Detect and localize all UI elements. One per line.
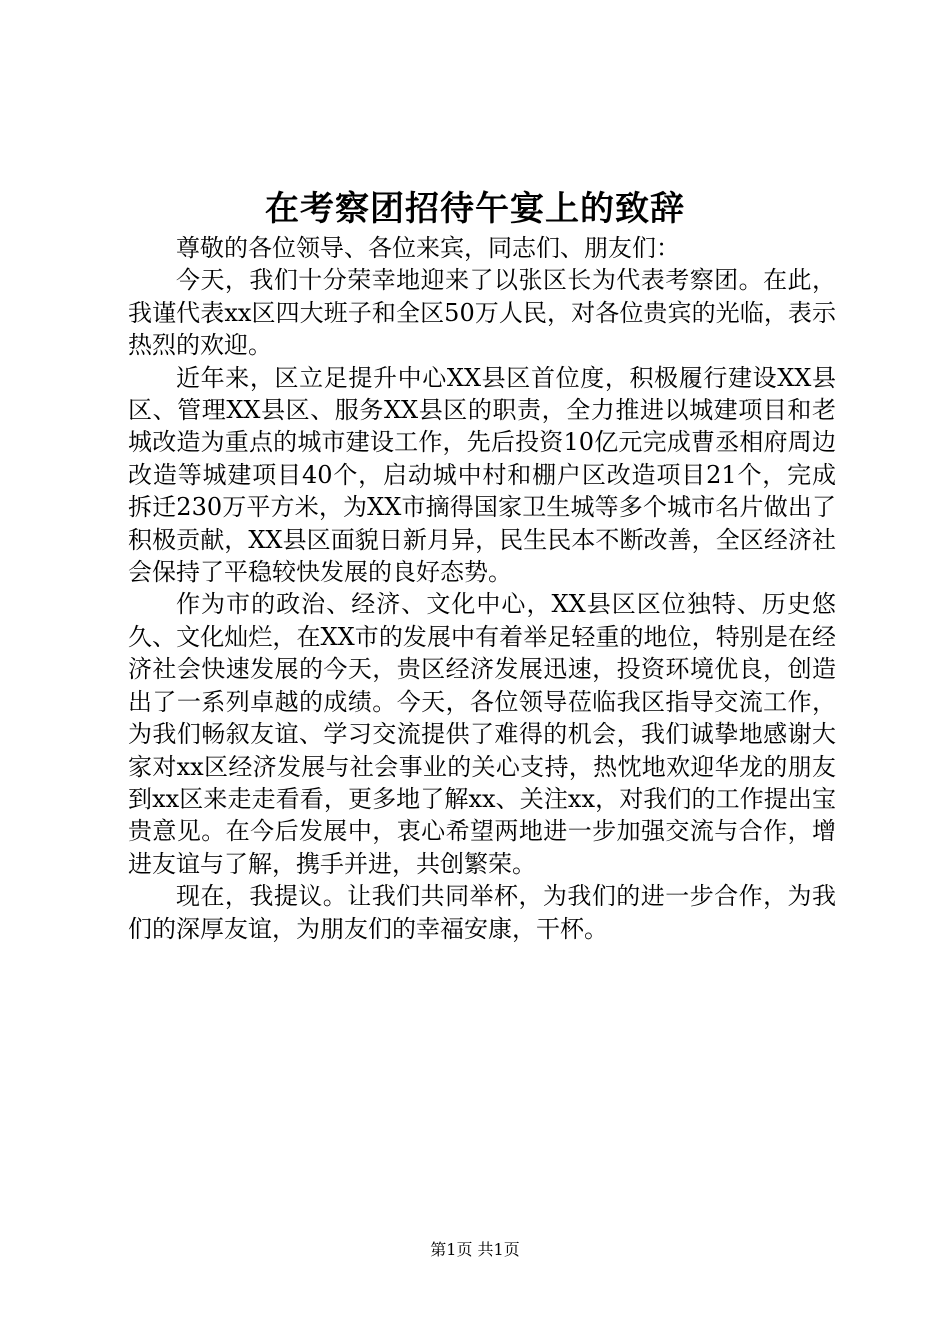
document-title: 在考察团招待午宴上的致辞	[265, 189, 685, 229]
document-body	[128, 232, 836, 945]
development-paragraph: 近年来，区立足提升中心XX县区首位度，积极履行建设XX县区、管理XX县区、服务XX县区的职责，全力推进以城建项目和老城改造为重点的城市建设工作，先后投资10亿元完成曹丞相府周边改造等城建项目40个，启动城中村和棚户区改造项目21个，完成拆迁230万平方米，为XX市摘得国家卫生城等多个城市名片做出了积极贡献，XX县区面貌日新月异，民生民本不断改善，全区经济社会保持了平稳较快发展的良好态势。	[128, 363, 836, 587]
salutation-paragraph: 尊敬的各位领导、各位来宾，同志们、朋友们：	[176, 234, 680, 262]
toast-paragraph: 现在，我提议。让我们共同举杯，为我们的进一步合作，为我们的深厚友谊，为朋友们的幸福安康，干杯。	[128, 882, 836, 943]
cooperation-paragraph: 作为市的政治、经济、文化中心，XX县区区位独特、历史悠久、文化灿烂，在XX市的发展中有着举足轻重的地位，特别是在经济社会快速发展的今天，贵区经济发展迅速，投资环境优良，创造出了一系列卓越的成绩。今天，各位领导莅临我区指导交流工作，为我们畅叙友谊、学习交流提供了难得的机会，我们诚挚地感谢大家对xx区经济发展与社会事业的关心支持，热忱地欢迎华龙的朋友到xx区来走走看看，更多地了解xx、关注xx，对我们的工作提出宝贵意见。在今后发展中，衷心希望两地进一步加强交流与合作，增进友谊与了解，携手并进，共创繁荣。	[128, 590, 836, 878]
welcome-paragraph: 今天，我们十分荣幸地迎来了以张区长为代表考察团。在此，我谨代表xx区四大班子和全区50万人民，对各位贵宾的光临，表示热烈的欢迎。	[128, 266, 836, 360]
page-number-footer: 第1页 共1页	[430, 1240, 520, 1259]
